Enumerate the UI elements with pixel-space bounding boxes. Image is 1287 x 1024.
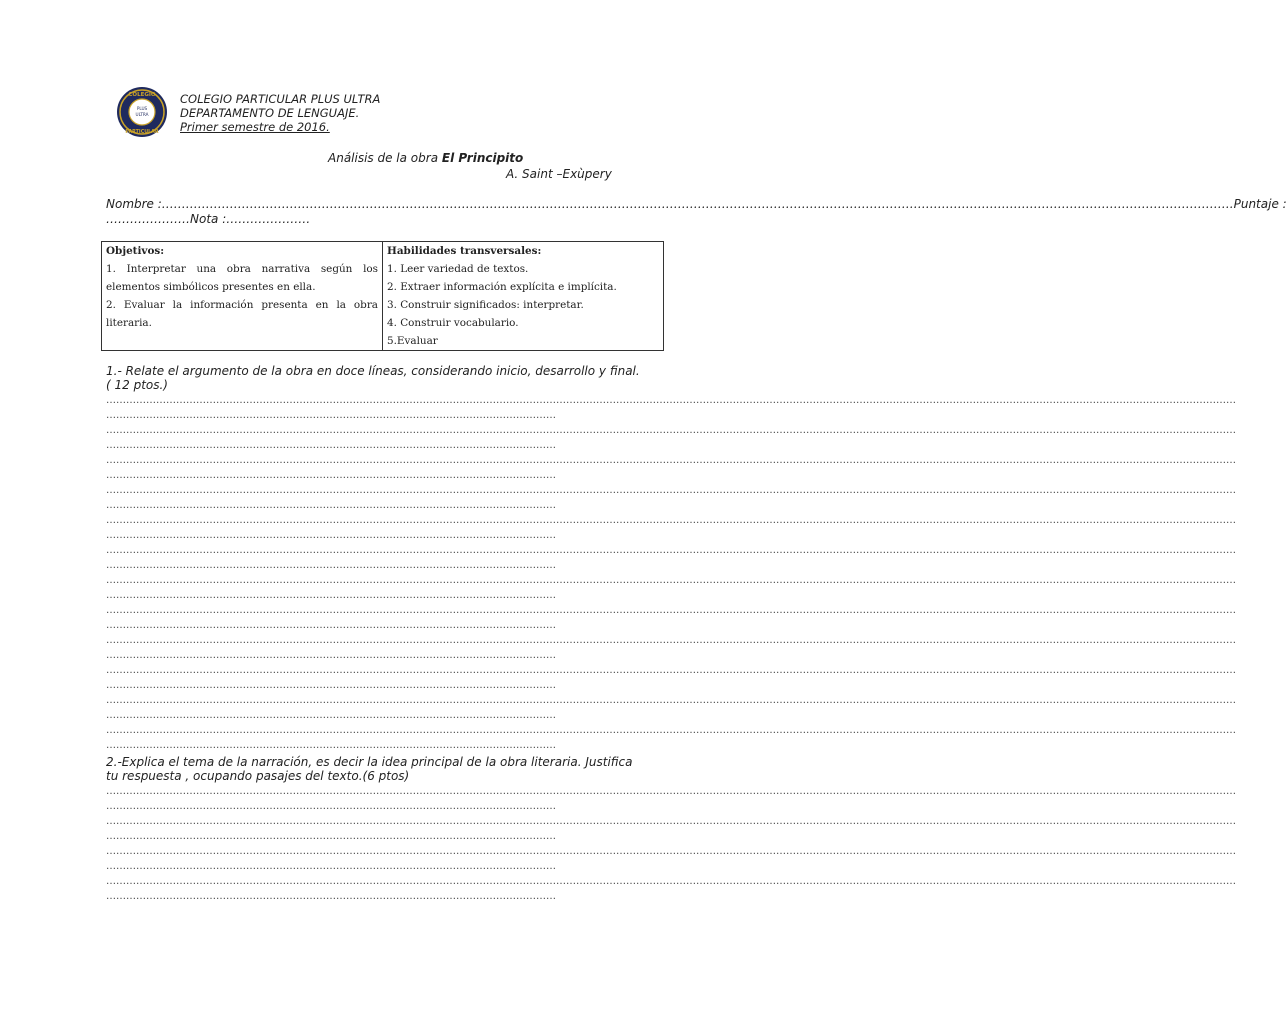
answer-dotted-line-continuation[interactable]: ……………………………………………………………………………………………………………………… [106, 891, 556, 902]
answer-dotted-line[interactable]: …………………………………………………………………………………………………………………………………………………………………………………………………………………………………………………………………………………………………………… [106, 545, 1236, 556]
answer-dotted-line-continuation[interactable]: ……………………………………………………………………………………………………………………… [106, 861, 556, 872]
skill-item: 1. Leer variedad de textos. [387, 263, 529, 275]
skills-cell [383, 242, 664, 351]
skills-header: Habilidades transversales: [387, 245, 542, 257]
answer-dotted-line[interactable]: …………………………………………………………………………………………………………………………………………………………………………………………………………………………………………………………………………………………………………… [106, 635, 1236, 646]
school-logo [116, 86, 168, 138]
answer-dotted-line-continuation[interactable]: ……………………………………………………………………………………………………………………… [106, 440, 556, 451]
logo-bottom-text: PARTICULAR [125, 130, 159, 135]
answer-dotted-line-continuation[interactable]: ……………………………………………………………………………………………………………………… [106, 831, 556, 842]
objective-item: 1. Interpretar una obra narrativa según los elementos simbólicos presentes en ella. [106, 263, 378, 293]
work-title: El Principito [441, 151, 524, 165]
answer-dotted-line[interactable]: …………………………………………………………………………………………………………………………………………………………………………………………………………………………………………………………………………………………………………… [106, 605, 1236, 616]
skill-item: 4. Construir vocabulario. [387, 317, 519, 329]
answer-dotted-line-continuation[interactable]: ……………………………………………………………………………………………………………………… [106, 710, 556, 721]
answer-dotted-line[interactable]: …………………………………………………………………………………………………………………………………………………………………………………………………………………………………………………………………………………………………………… [106, 425, 1236, 436]
question-1: 1.- Relate el argumento de la obra en doce líneas, considerando inicio, desarrollo y final. ( 12 ptos.) [106, 364, 640, 392]
worksheet-title [328, 151, 523, 165]
answer-area-2[interactable] [106, 784, 1236, 904]
department-name: DEPARTAMENTO DE LENGUAJE. [180, 106, 360, 120]
answer-dotted-line-continuation[interactable]: ……………………………………………………………………………………………………………………… [106, 530, 556, 541]
answer-dotted-line-continuation[interactable]: ……………………………………………………………………………………………………………………… [106, 590, 556, 601]
answer-dotted-line-continuation[interactable]: ……………………………………………………………………………………………………………………… [106, 680, 556, 691]
objective-item: 2. Evaluar la información presenta en la obra literaria. [106, 299, 378, 329]
answer-dotted-line[interactable]: …………………………………………………………………………………………………………………………………………………………………………………………………………………………………………………………………………………………………………… [106, 695, 1236, 706]
answer-dotted-line[interactable]: …………………………………………………………………………………………………………………………………………………………………………………………………………………………………………………………………………………………………………… [106, 876, 1236, 887]
answer-dotted-line[interactable]: …………………………………………………………………………………………………………………………………………………………………………………………………………………………………………………………………………………………………………… [106, 665, 1236, 676]
skill-item: 5.Evaluar [387, 335, 438, 347]
answer-dotted-line[interactable]: …………………………………………………………………………………………………………………………………………………………………………………………………………………………………………………………………………………………………………… [106, 575, 1236, 586]
skill-item: 2. Extraer información explícita e implícita. [387, 281, 617, 293]
title-prefix: Análisis de la obra [328, 151, 442, 165]
grade-line: …………………Nota :………………… [106, 212, 311, 226]
question-2: 2.-Explica el tema de la narración, es decir la idea principal de la obra literaria. Justifica tu respuesta , ocupando pasajes del texto.(6 ptos) [106, 755, 633, 783]
objectives-header: Objetivos: [106, 245, 165, 257]
logo-top-text: COLEGIO [128, 92, 156, 98]
answer-dotted-line[interactable]: …………………………………………………………………………………………………………………………………………………………………………………………………………………………………………………………………………………………………………… [106, 816, 1236, 827]
answer-dotted-line-continuation[interactable]: ……………………………………………………………………………………………………………………… [106, 620, 556, 631]
answer-dotted-line[interactable]: …………………………………………………………………………………………………………………………………………………………………………………………………………………………………………………………………………………………………………… [106, 846, 1236, 857]
answer-dotted-line[interactable]: …………………………………………………………………………………………………………………………………………………………………………………………………………………………………………………………………………………………………………… [106, 725, 1236, 736]
objectives-table [101, 241, 664, 351]
logo-inner-text-1: PLUS [136, 106, 148, 111]
answer-dotted-line-continuation[interactable]: ……………………………………………………………………………………………………………………… [106, 410, 556, 421]
answer-dotted-line-continuation[interactable]: ……………………………………………………………………………………………………………………… [106, 801, 556, 812]
answer-dotted-line[interactable]: …………………………………………………………………………………………………………………………………………………………………………………………………………………………………………………………………………………………………………… [106, 786, 1236, 797]
answer-dotted-line-continuation[interactable]: ……………………………………………………………………………………………………………………… [106, 560, 556, 571]
school-header [180, 92, 380, 134]
answer-dotted-line[interactable]: …………………………………………………………………………………………………………………………………………………………………………………………………………………………………………………………………………………………………………… [106, 455, 1236, 466]
skill-item: 3. Construir significados: interpretar. [387, 299, 584, 311]
objectives-cell [102, 242, 383, 351]
semester-label: Primer semestre de 2016. [180, 120, 330, 134]
answer-dotted-line-continuation[interactable]: ……………………………………………………………………………………………………………………… [106, 650, 556, 661]
school-name: COLEGIO PARTICULAR PLUS ULTRA [180, 92, 381, 106]
answer-dotted-line-continuation[interactable]: ……………………………………………………………………………………………………………………… [106, 740, 556, 751]
answer-dotted-line[interactable]: …………………………………………………………………………………………………………………………………………………………………………………………………………………………………………………………………………………………………………… [106, 395, 1236, 406]
student-info [106, 197, 1287, 227]
answer-dotted-line-continuation[interactable]: ……………………………………………………………………………………………………………………… [106, 500, 556, 511]
logo-inner-text-2: ULTRA [135, 112, 149, 117]
answer-area-1[interactable] [106, 393, 1236, 753]
name-score-line: Nombre :…………………………………………………………………………………………………………………………………………………………………………………………………………………………………………….Puntaje : [106, 197, 1287, 211]
author-name: A. Saint –Exùpery [506, 167, 612, 181]
answer-dotted-line-continuation[interactable]: ……………………………………………………………………………………………………………………… [106, 470, 556, 481]
answer-dotted-line[interactable]: …………………………………………………………………………………………………………………………………………………………………………………………………………………………………………………………………………………………………………… [106, 515, 1236, 526]
answer-dotted-line[interactable]: …………………………………………………………………………………………………………………………………………………………………………………………………………………………………………………………………………………………………………… [106, 485, 1236, 496]
